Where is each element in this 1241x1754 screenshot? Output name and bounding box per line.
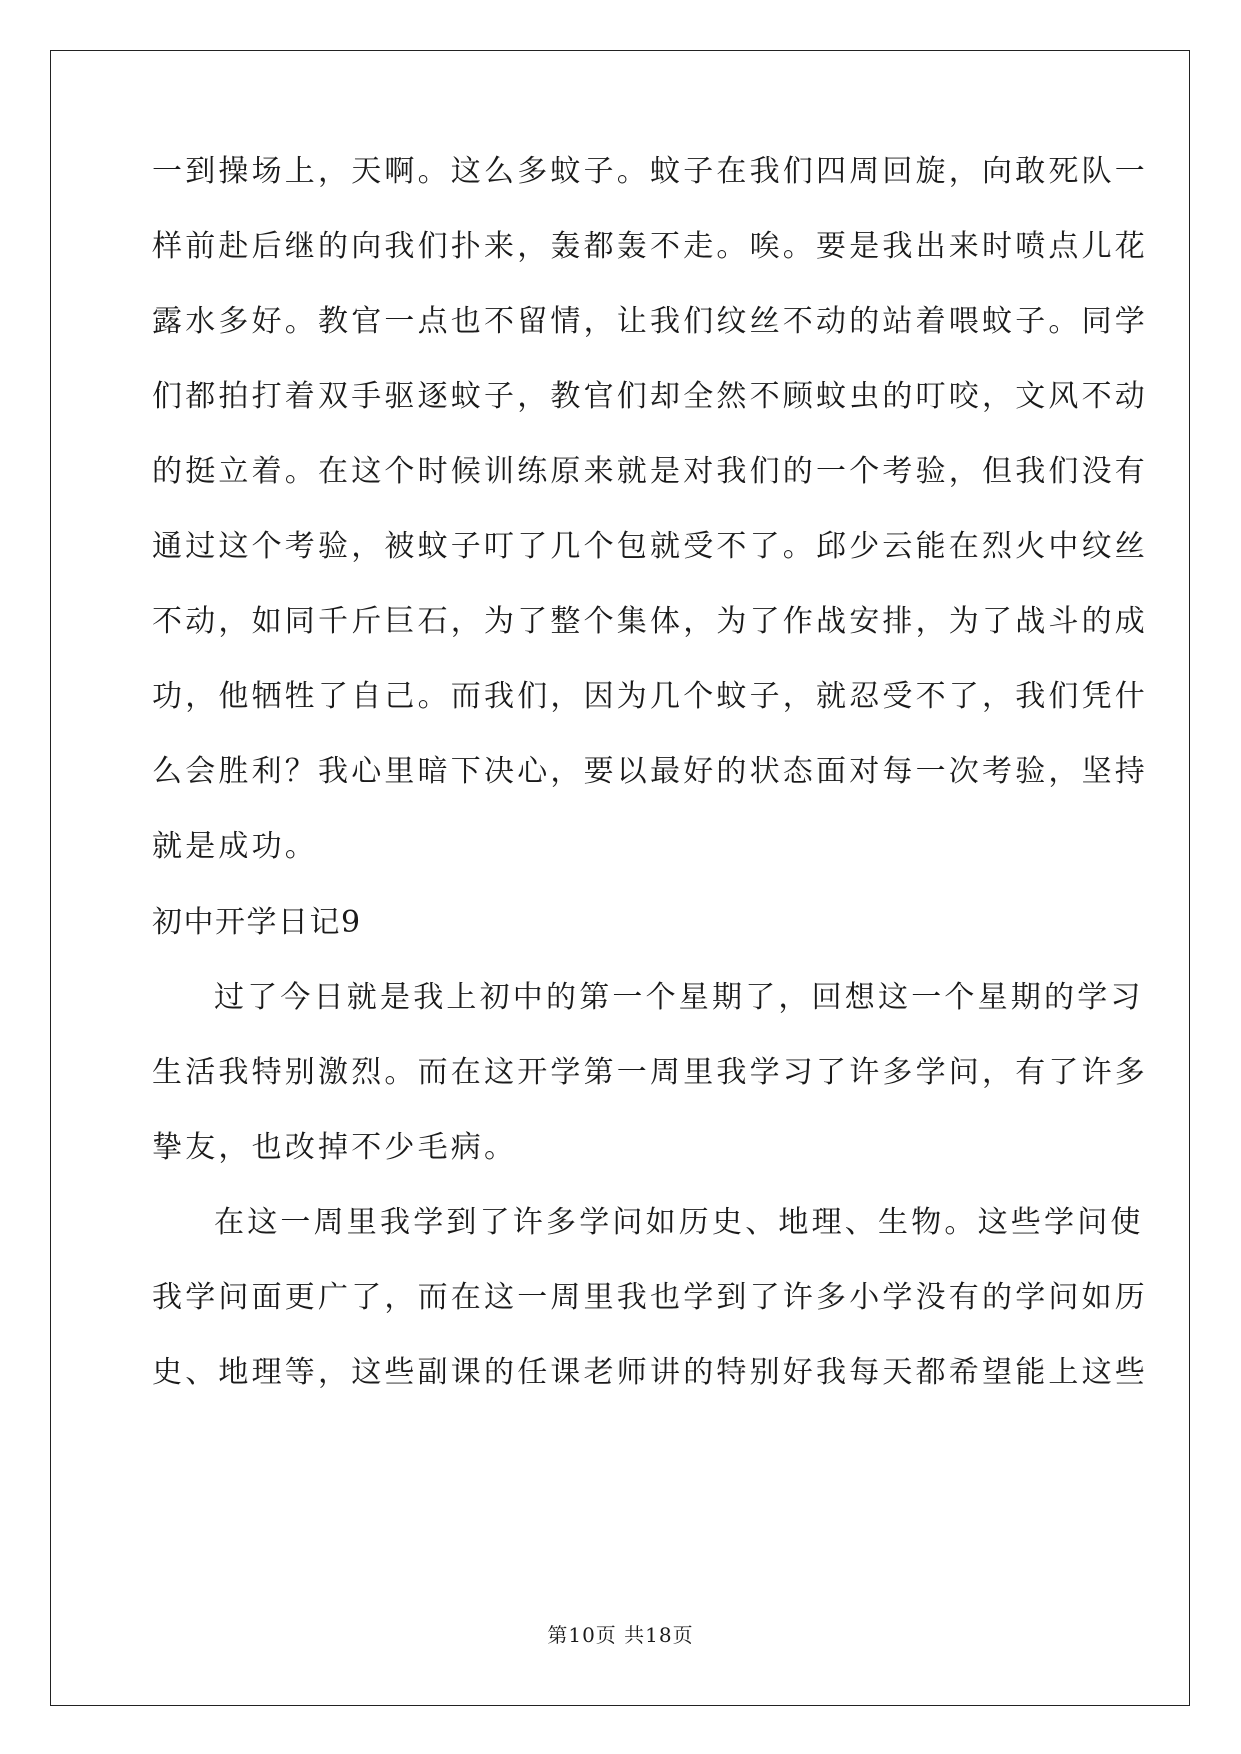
paragraph-1-line: 功，他牺牲了自己。而我们，因为几个蚊子，就忍受不了，我们凭什	[152, 679, 1148, 714]
paragraph-2-line: 生活我特别激烈。而在这开学第一周里我学习了许多学问，有了许多	[152, 1055, 1148, 1090]
paragraph-2-line: 过了今日就是我上初中的第一个星期了，回想这一个星期的学习	[214, 980, 1144, 1015]
paragraph-1-line: 通过这个考验，被蚊子叮了几个包就受不了。邱少云能在烈火中纹丝	[152, 529, 1148, 564]
paragraph-2-line: 挚友，也改掉不少毛病。	[152, 1130, 518, 1165]
paragraph-3-line: 在这一周里我学到了许多学问如历史、地理、生物。这些学问使	[214, 1205, 1144, 1240]
paragraph-3-line: 史、地理等，这些副课的任课老师讲的特别好我每天都希望能上这些	[152, 1355, 1148, 1390]
paragraph-1-line: 就是成功。	[152, 829, 318, 864]
paragraph-1-line: 么会胜利？我心里暗下决心，要以最好的状态面对每一次考验，坚持	[152, 754, 1148, 789]
paragraph-1-line: 不动，如同千斤巨石，为了整个集体，为了作战安排，为了战斗的成	[152, 604, 1148, 639]
section-title: 初中开学日记9	[152, 905, 362, 940]
paragraph-1-line: 们都拍打着双手驱逐蚊子，教官们却全然不顾蚊虫的叮咬，文风不动	[152, 379, 1148, 414]
paragraph-1-line: 一到操场上，天啊。这么多蚊子。蚊子在我们四周回旋，向敢死队一	[152, 154, 1148, 189]
page-border	[50, 50, 1190, 1706]
paragraph-1-line: 露水多好。教官一点也不留情，让我们纹丝不动的站着喂蚊子。同学	[152, 304, 1148, 339]
page-number-footer: 第10页 共18页	[547, 1623, 694, 1647]
paragraph-3-line: 我学问面更广了，而在这一周里我也学到了许多小学没有的学问如历	[152, 1280, 1148, 1315]
paragraph-1-line: 样前赴后继的向我们扑来，轰都轰不走。唉。要是我出来时喷点儿花	[152, 229, 1148, 264]
paragraph-1-line: 的挺立着。在这个时候训练原来就是对我们的一个考验，但我们没有	[152, 454, 1148, 489]
